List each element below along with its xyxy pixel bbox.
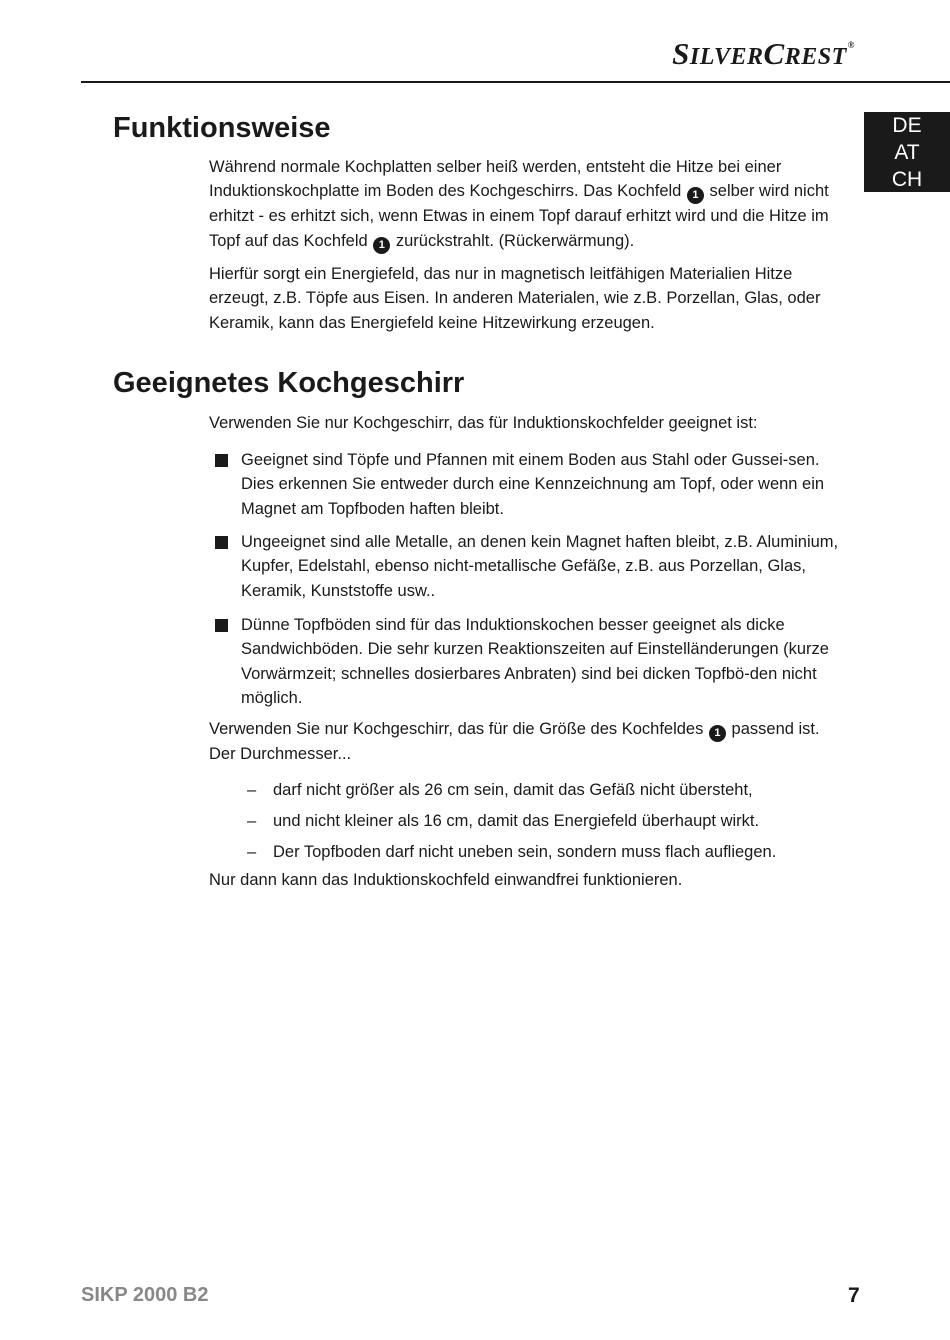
paragraph-size	[209, 717, 839, 766]
language-tab	[864, 112, 950, 192]
paragraph-funktionsweise-2: Hierfür sorgt ein Energiefeld, das nur in magnetisch leitfähigen Materialien Hitze erzeugt, z.B. Töpfe aus Eisen. In anderen Materialen, wie z.B. Porzellan, Glas, oder Keramik, kann das Energiefeld keine Hitzewirkung erzeugen.	[209, 265, 821, 332]
paragraph-funktionsweise-1	[209, 155, 839, 254]
dash-bullet: –	[247, 812, 257, 830]
square-bullet-icon	[215, 619, 228, 632]
list-item	[209, 613, 839, 711]
text-run: passend ist. Der Durchmesser...	[209, 720, 820, 763]
list-item	[209, 448, 839, 521]
paragraph-intro: Verwenden Sie nur Kochgeschirr, das für Induktionskochfelder geeignet ist:	[209, 414, 758, 432]
brand-logo	[672, 36, 855, 72]
language-code: CH	[891, 168, 923, 191]
list-item-text: Ungeeignet sind alle Metalle, an denen kein Magnet haften bleibt, z.B. Aluminium, Kupfer, Edelstahl, ebenso nicht-metallische Gefäße, z.B. aus Porzellan, Glas, Keramik, Kunststoffe usw..	[241, 533, 839, 600]
language-code: DE	[892, 114, 922, 137]
registered-mark: ®	[847, 40, 855, 50]
language-code: AT	[894, 141, 920, 164]
section-title-funktionsweise: Funktionsweise	[113, 112, 331, 144]
logo-text: REST	[784, 44, 847, 70]
dash-bullet: –	[247, 843, 257, 861]
footer-page-number: 7	[848, 1284, 860, 1307]
text-run: zurückstrahlt. (Rückerwärmung).	[391, 231, 635, 250]
logo-letter: C	[763, 36, 785, 71]
paragraph-closing: Nur dann kann das Induktionskochfeld einwandfrei funktionieren.	[209, 871, 683, 889]
dash-item-text: und nicht kleiner als 16 cm, damit das Energiefeld überhaupt wirkt.	[273, 812, 760, 830]
reference-number-icon: 1	[709, 725, 726, 742]
dash-bullet: –	[247, 781, 257, 799]
square-bullet-icon	[215, 536, 228, 549]
reference-number-icon: 1	[687, 187, 704, 204]
logo-text: ILVER	[689, 44, 764, 70]
text-run: selber wird nicht erhitzt - es erhitzt sich, wenn Etwas in einem Topf darauf erhitzt wird und die Hitze im Topf auf das Kochfeld	[209, 182, 829, 250]
list-item	[209, 530, 839, 603]
text-run: Während normale Kochplatten selber heiß werden, entsteht die Hitze bei einer Induktionskochplatte im Boden des Kochgeschirrs. Das Kochfeld	[209, 158, 782, 201]
square-bullet-icon	[215, 454, 228, 467]
text-run: Verwenden Sie nur Kochgeschirr, das für die Größe des Kochfeldes	[209, 720, 708, 738]
header-rule	[81, 81, 950, 83]
list-item-text: Dünne Topfböden sind für das Induktionskochen besser geeignet als dicke Sandwichböden. Die sehr kurzen Reaktionszeiten auf Einstelländerungen (kurze Vorwärmzeit; schnelles dosierbares Anbraten) sind bei dicken Topfbö-den nicht möglich.	[241, 616, 829, 708]
section-title-geeignetes-kochgeschirr: Geeignetes Kochgeschirr	[113, 367, 465, 399]
dash-item-text: Der Topfboden darf nicht uneben sein, sondern muss flach aufliegen.	[273, 843, 777, 861]
list-item-text: Geeignet sind Töpfe und Pfannen mit einem Boden aus Stahl oder Gussei-sen. Dies erkennen Sie entweder durch eine Kennzeichnung am Topf, oder wenn ein Magnet am Topfboden haften bleibt.	[241, 451, 825, 518]
dash-item	[209, 809, 839, 833]
logo-letter: S	[672, 36, 690, 71]
dash-item	[209, 840, 839, 864]
dash-item-text: darf nicht größer als 26 cm sein, damit das Gefäß nicht übersteht,	[273, 781, 753, 799]
dash-item	[209, 778, 839, 802]
reference-number-icon: 1	[373, 237, 390, 254]
footer-model-number: SIKP 2000 B2	[81, 1284, 209, 1306]
